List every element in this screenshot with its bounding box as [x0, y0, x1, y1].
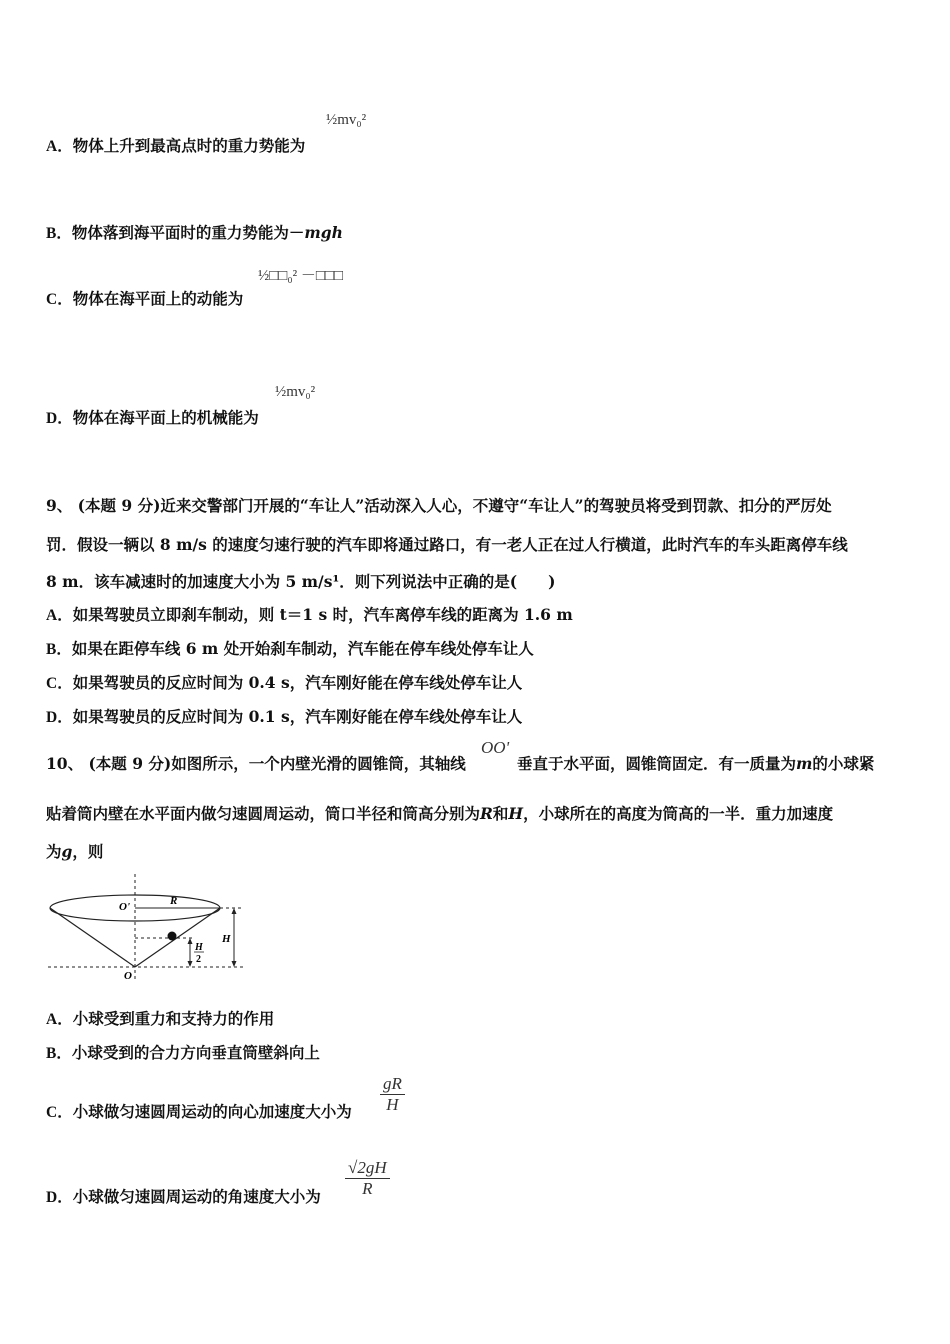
q9-option-c: C．如果驾驶员的反应时间为 0.4 s，汽车刚好能在停车线处停车让人 [46, 673, 523, 692]
q8-option-a: A．物体上升到最高点时的重力势能为 [46, 136, 306, 155]
label-o: O [124, 970, 132, 982]
label-h: H [222, 933, 231, 945]
label-r: R [170, 895, 178, 907]
q9-stem-line1: 9、 (本题 9 分)近来交警部门开展的“车让人”活动深入人心，不遵守“车让人”的驾驶员将受到罚款、扣分的严厉处 [46, 496, 832, 515]
label-h2-den: 2 [196, 954, 201, 965]
q8-d-formula: ½mv₀² [275, 384, 316, 400]
q10-c-numerator: gR [380, 1074, 405, 1095]
q10-option-c: C．小球做匀速圆周运动的向心加速度大小为 [46, 1102, 352, 1121]
q10-stem-line1: 10、 (本题 9 分)如图所示，一个内壁光滑的圆锥筒，其轴线 [46, 754, 466, 773]
q10-axis-label: OO' [481, 738, 510, 757]
q10-stem-line2: 贴着筒内壁在水平面内做匀速圆周运动，筒口半径和筒高分别为R和H，小球所在的高度为筒高的一半．重力加速度 [46, 804, 834, 823]
q10-d-numerator: √2gH [345, 1158, 390, 1179]
q10-d-denominator: R [362, 1179, 373, 1198]
ball [168, 932, 177, 941]
half-height-arrowhead-top [188, 938, 193, 944]
q9-option-d: D．如果驾驶员的反应时间为 0.1 s，汽车刚好能在停车线处停车让人 [46, 707, 523, 726]
half-height-arrowhead-bottom [188, 961, 193, 967]
q9-stem-line3: 8 m．该车减速时的加速度大小为 5 m/s¹．则下列说法中正确的是( ) [46, 572, 556, 591]
cone-left-wall [50, 908, 135, 967]
q9-stem-line2: 罚．假设一辆以 8 m/s 的速度匀速行驶的汽车即将通过路口，有一老人正在过人行横道，此时汽车的车头距离停车线 [46, 535, 848, 554]
q8-a-formula: ½mv₀² [326, 112, 367, 128]
q9-option-b: B．如果在距停车线 6 m 处开始刹车制动，汽车能在停车线处停车让人 [46, 639, 534, 658]
label-h2-num: H [195, 942, 203, 953]
q8-option-b: B．物体落到海平面时的重力势能为－mgh [46, 223, 343, 242]
q10-stem-line3: 为g，则 [46, 842, 104, 861]
q10-stem-line1-b: 垂直于水平面，圆锥筒固定．有一质量为m的小球紧 [517, 754, 875, 773]
q8-option-d: D．物体在海平面上的机械能为 [46, 408, 259, 427]
q10-option-a: A．小球受到重力和支持力的作用 [46, 1009, 275, 1028]
q10-option-d: D．小球做匀速圆周运动的角速度大小为 [46, 1187, 321, 1206]
q8-option-c: C．物体在海平面上的动能为 [46, 289, 244, 308]
q9-option-a: A．如果驾驶员立即刹车制动，则 t＝1 s 时，汽车离停车线的距离为 1.6 m [46, 605, 573, 624]
q10-c-denominator: H [386, 1095, 399, 1114]
q10-d-fraction [345, 1158, 390, 1199]
q10-option-b: B．小球受到的合力方向垂直筒壁斜向上 [46, 1043, 320, 1062]
height-arrowhead-top [232, 908, 237, 914]
cone-figure [44, 872, 254, 982]
height-arrowhead-bottom [232, 961, 237, 967]
q10-c-fraction [380, 1074, 405, 1115]
q8-c-formula: ½□□₀² －□□□ [258, 268, 344, 284]
label-o-prime: O' [119, 901, 130, 913]
